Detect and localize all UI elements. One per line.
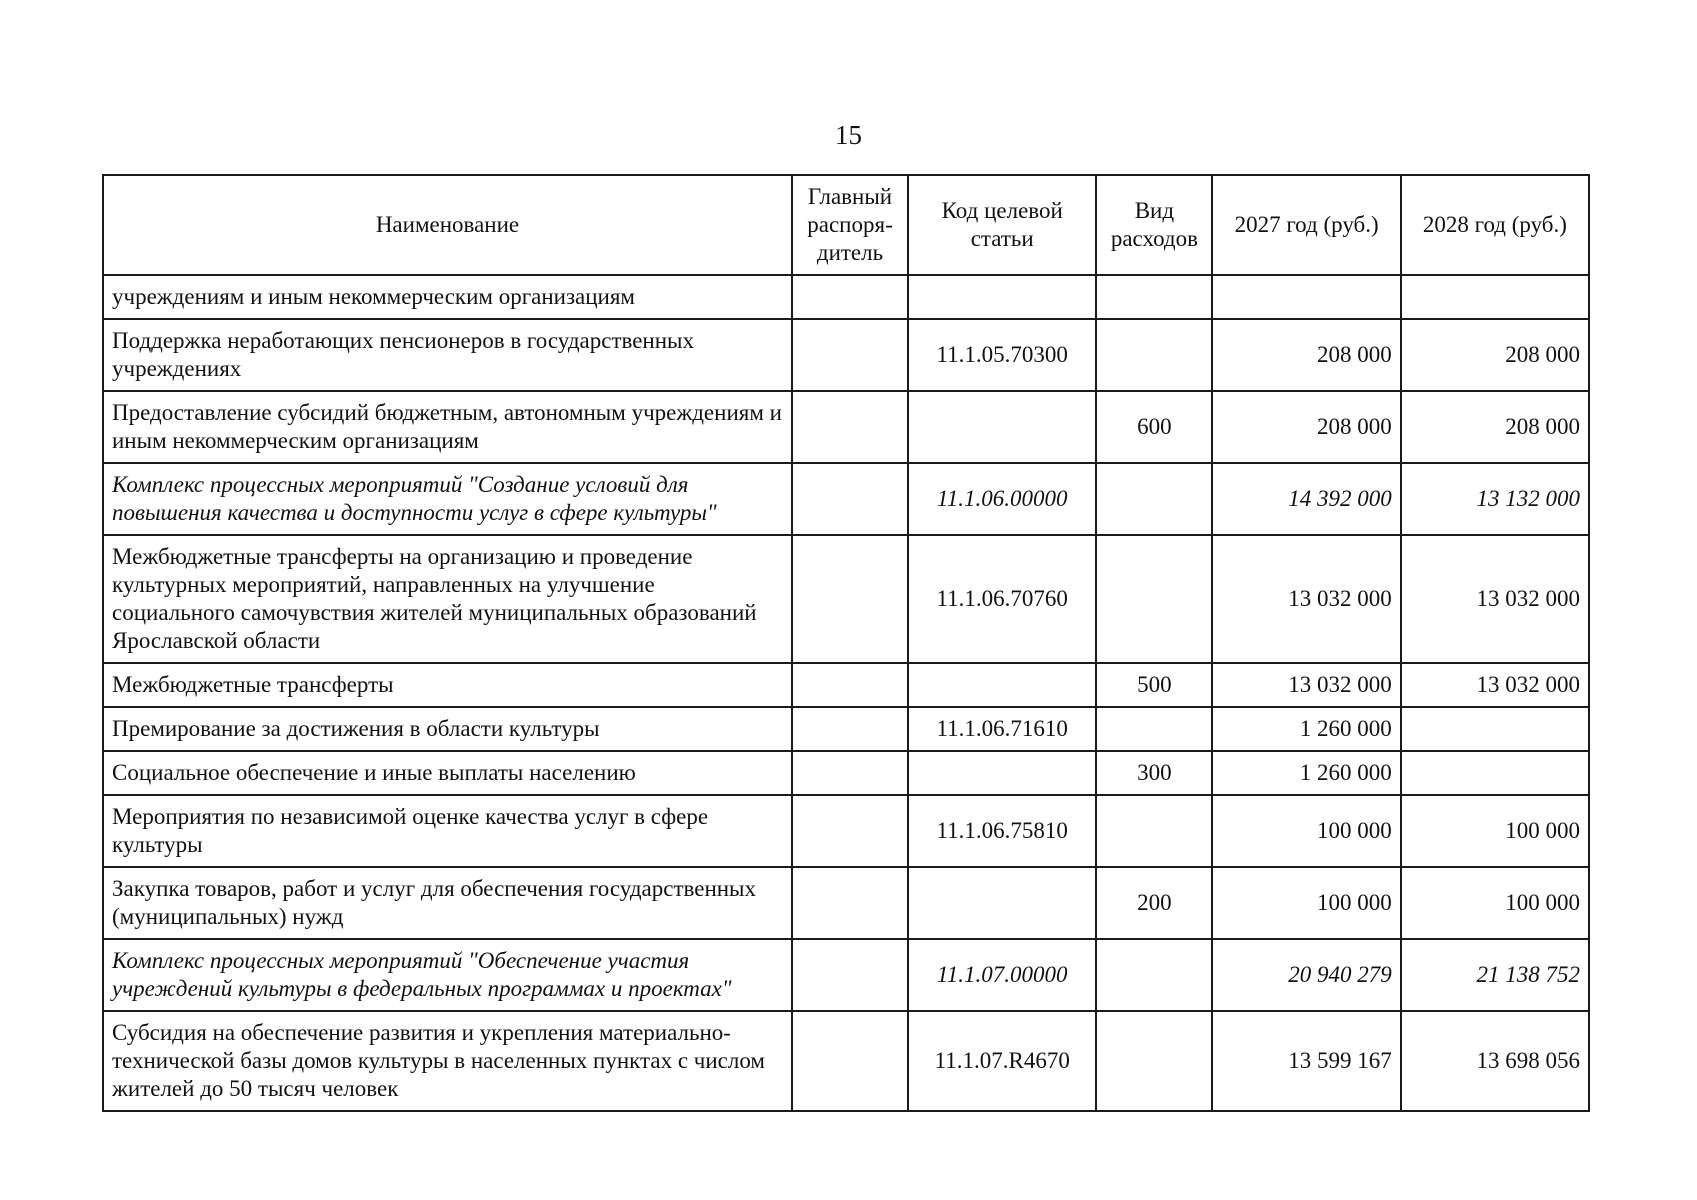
row-administrator [792, 751, 908, 795]
row-2027: 100 000 [1212, 795, 1400, 867]
row-name: Межбюджетные трансферты [103, 663, 792, 707]
row-2027: 13 032 000 [1212, 663, 1400, 707]
row-code [908, 751, 1096, 795]
row-2028: 208 000 [1401, 319, 1589, 391]
row-code: 11.1.06.70760 [908, 535, 1096, 663]
row-administrator [792, 867, 908, 939]
row-kind [1096, 707, 1212, 751]
header-code: Код целевой статьи [908, 175, 1096, 275]
table-row [103, 319, 1589, 391]
row-2027: 14 392 000 [1212, 463, 1400, 535]
row-2027: 13 599 167 [1212, 1011, 1400, 1111]
row-name: Премирование за достижения в области культуры [103, 707, 792, 751]
row-name: Поддержка неработающих пенсионеров в государственных учреждениях [103, 319, 792, 391]
row-administrator [792, 391, 908, 463]
row-kind: 300 [1096, 751, 1212, 795]
row-administrator [792, 707, 908, 751]
table-row [103, 535, 1589, 663]
row-code: 11.1.06.71610 [908, 707, 1096, 751]
row-name: Комплекс процессных мероприятий "Создание условий для повышения качества и доступности услуг в сфере культуры" [103, 463, 792, 535]
table-row [103, 391, 1589, 463]
header-2028: 2028 год (руб.) [1401, 175, 1589, 275]
table-row [103, 463, 1589, 535]
table-row [103, 663, 1589, 707]
row-kind [1096, 1011, 1212, 1111]
row-code: 11.1.05.70300 [908, 319, 1096, 391]
row-administrator [792, 795, 908, 867]
row-name: Закупка товаров, работ и услуг для обеспечения государственных (муниципальных) нужд [103, 867, 792, 939]
row-kind [1096, 319, 1212, 391]
page-number: 15 [835, 120, 862, 150]
header-administrator: Главный распоря-дитель [792, 175, 908, 275]
table-row [103, 939, 1589, 1011]
row-name: Социальное обеспечение и иные выплаты населению [103, 751, 792, 795]
header-kind: Вид расходов [1096, 175, 1212, 275]
row-2027: 20 940 279 [1212, 939, 1400, 1011]
row-2027 [1212, 275, 1400, 319]
row-kind [1096, 795, 1212, 867]
row-kind [1096, 275, 1212, 319]
table-header-row [103, 175, 1589, 275]
row-administrator [792, 939, 908, 1011]
row-administrator [792, 1011, 908, 1111]
row-administrator [792, 275, 908, 319]
row-2028: 208 000 [1401, 391, 1589, 463]
table-row [103, 707, 1589, 751]
row-code [908, 867, 1096, 939]
table-row [103, 867, 1589, 939]
row-2028: 21 138 752 [1401, 939, 1589, 1011]
row-code: 11.1.07.00000 [908, 939, 1096, 1011]
row-name: Межбюджетные трансферты на организацию и проведение культурных мероприятий, направленных на улучшение социального самочувствия жителей муниципальных образований Ярославской области [103, 535, 792, 663]
row-name: Предоставление субсидий бюджетным, автономным учреждениям и иным некоммерческим организациям [103, 391, 792, 463]
table-row [103, 751, 1589, 795]
row-2028 [1401, 751, 1589, 795]
row-kind: 500 [1096, 663, 1212, 707]
row-code: 11.1.07.R4670 [908, 1011, 1096, 1111]
row-2027: 1 260 000 [1212, 751, 1400, 795]
row-kind [1096, 463, 1212, 535]
row-code: 11.1.06.00000 [908, 463, 1096, 535]
row-administrator [792, 463, 908, 535]
header-name: Наименование [103, 175, 792, 275]
table-row [103, 275, 1589, 319]
row-2027: 208 000 [1212, 391, 1400, 463]
header-2027: 2027 год (руб.) [1212, 175, 1400, 275]
row-2027: 1 260 000 [1212, 707, 1400, 751]
row-administrator [792, 663, 908, 707]
row-code: 11.1.06.75810 [908, 795, 1096, 867]
row-2028: 13 132 000 [1401, 463, 1589, 535]
row-2028: 13 032 000 [1401, 535, 1589, 663]
row-kind: 600 [1096, 391, 1212, 463]
table-row [103, 795, 1589, 867]
row-2027: 100 000 [1212, 867, 1400, 939]
row-kind [1096, 939, 1212, 1011]
row-kind [1096, 535, 1212, 663]
row-2028 [1401, 707, 1589, 751]
row-name: Субсидия на обеспечение развития и укрепления материально-технической базы домов культуры в населенных пунктах с числом жителей до 50 тысяч человек [103, 1011, 792, 1111]
row-administrator [792, 319, 908, 391]
row-administrator [792, 535, 908, 663]
row-name: учреждениям и иным некоммерческим организациям [103, 275, 792, 319]
row-code [908, 663, 1096, 707]
row-2028: 100 000 [1401, 795, 1589, 867]
row-kind: 200 [1096, 867, 1212, 939]
row-code [908, 275, 1096, 319]
row-2028: 13 032 000 [1401, 663, 1589, 707]
row-code [908, 391, 1096, 463]
row-2027: 13 032 000 [1212, 535, 1400, 663]
row-2027: 208 000 [1212, 319, 1400, 391]
table-row [103, 1011, 1589, 1111]
row-2028: 100 000 [1401, 867, 1589, 939]
row-name: Мероприятия по независимой оценке качества услуг в сфере культуры [103, 795, 792, 867]
budget-table [102, 174, 1590, 1112]
row-name: Комплекс процессных мероприятий "Обеспечение участия учреждений культуры в федеральных программах и проектах" [103, 939, 792, 1011]
row-2028: 13 698 056 [1401, 1011, 1589, 1111]
row-2028 [1401, 275, 1589, 319]
